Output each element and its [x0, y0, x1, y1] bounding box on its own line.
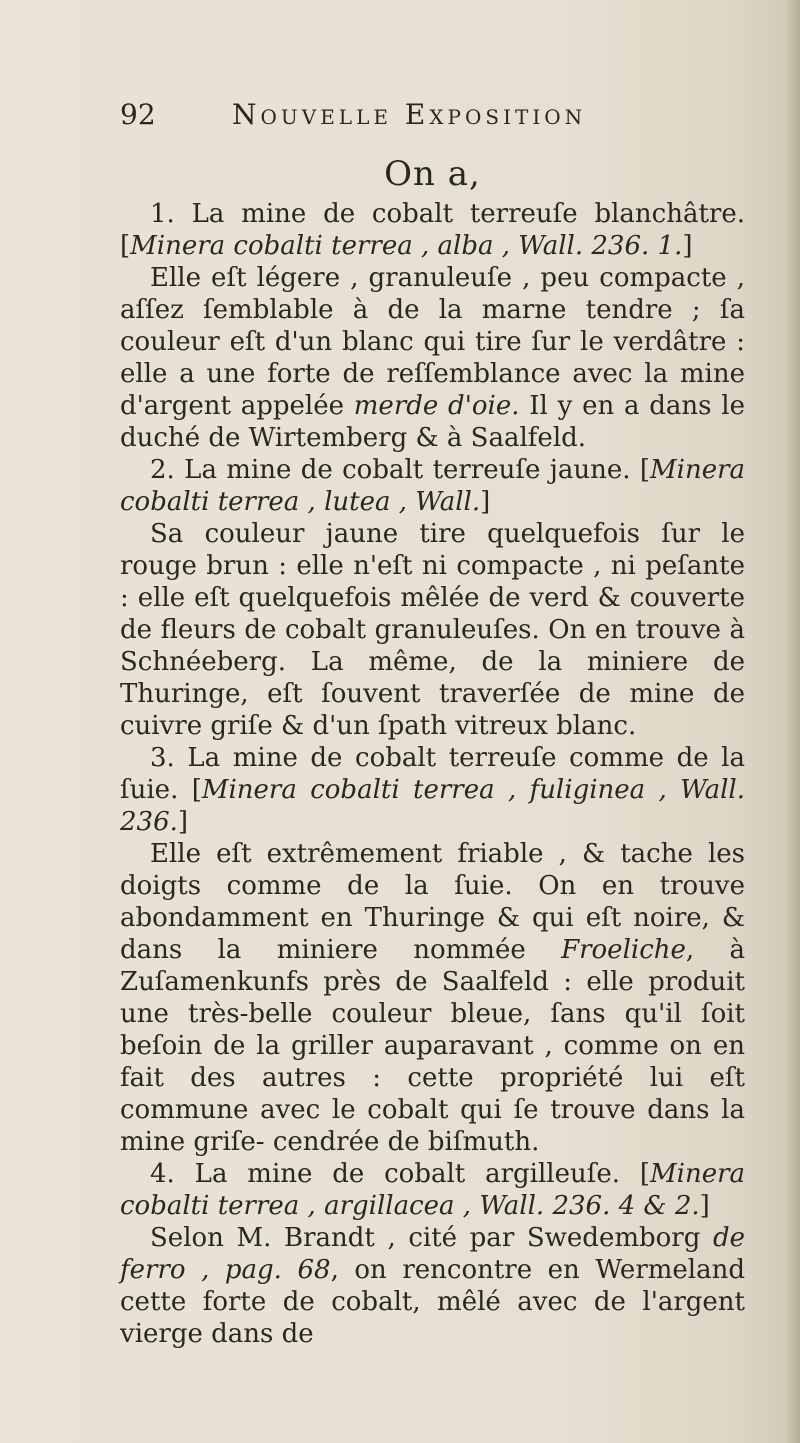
entry-1-number: 1.: [150, 199, 175, 229]
entry-3-bracket-close: ]: [177, 807, 189, 837]
entry-3-italic: Froeliche: [561, 935, 686, 965]
entry-3-latin: Minera cobalti terrea , fuliginea , Wall. 236.: [120, 775, 745, 837]
entry-2-text-a: Sa couleur jaune tire quelquefois ſur le rouge brun : elle n'eſt ni compacte , ni peſante : elle eſt quelquefois mêlée de verd & couverte de fleurs de cobalt granuleuſes. On en trouve à Schnéeberg. La même, de la miniere de Thuringe, eſt ſouvent traverſée de mine de cuivre griſe & d'un ſpath vitreux blanc.: [120, 519, 745, 741]
subheading: On a,: [384, 154, 481, 194]
entry-4-number: 4.: [150, 1159, 175, 1189]
entry-3-text-b: , à Zuſamenkunfs près de Saalfeld : elle produit une très-belle couleur bleue, ſans qu'il ſoit beſoin de la griller auparavant , comme on en fait des autres : cette propriété lui eſt commune avec le cobalt qui ſe trouve dans la mine griſe- cendrée de biſmuth.: [120, 935, 745, 1157]
entry-1-title: La mine de cobalt terreuſe blanchâtre.: [191, 199, 745, 229]
text-block: [120, 40, 745, 1350]
entry-2-heading: [120, 454, 745, 518]
entry-3-bracket-open: [: [191, 775, 202, 805]
entry-4-heading: [120, 1158, 745, 1222]
entry-4-title: La mine de cobalt argilleuſe.: [194, 1159, 621, 1189]
entry-4-bracket-close: ]: [699, 1191, 710, 1221]
running-title: Nouvelle Exposition: [232, 98, 587, 131]
entry-1-text-a: Elle eſt légere , granuleuſe , peu compacte , aſſez ſemblable à de la marne tendre ; ſa couleur eſt d'un blanc qui tire ſur le verdâtre : elle a une forte de reſſemblance avec la mine d'argent appelée: [120, 263, 745, 421]
entry-3-title: La mine de cobalt terreuſe comme de la ſuie.: [120, 743, 746, 805]
entry-1-body: [120, 262, 745, 454]
entry-1-heading: [120, 198, 745, 262]
entry-3-number: 3.: [150, 743, 175, 773]
entry-2-bracket-close: ]: [480, 487, 491, 517]
entry-2-latin: Minera cobalti terrea , lutea , Wall.: [120, 455, 746, 517]
page-header: [120, 98, 745, 162]
entry-4-bracket-open: [: [639, 1159, 651, 1189]
entry-4-italic: de ferro , pag. 68: [120, 1223, 745, 1285]
entry-2-bracket-open: [: [639, 455, 651, 485]
entry-3-text-a: Elle eſt extrêmement friable , & tache les doigts comme de la ſuie. On en trouve abondamment en Thuringe & qui eſt noire, & dans la miniere nommée: [120, 839, 745, 965]
entry-3-body: [120, 838, 745, 1158]
entry-3-heading: [120, 742, 745, 838]
page-number: 92: [120, 98, 156, 131]
entry-2-body: [120, 518, 745, 742]
entry-1-italic: merde d'oie.: [353, 391, 520, 421]
entry-4-text-b: , on rencontre en Wermeland cette forte de cobalt, mêlé avec de l'argent vierge dans de: [120, 1255, 745, 1349]
entry-4-latin: Minera cobalti terrea , argillacea , Wall. 236. 4 & 2.: [120, 1159, 746, 1221]
entry-2-number: 2.: [150, 455, 175, 485]
entry-4-body: [120, 1222, 745, 1350]
entry-4-text-a: Selon M. Brandt , cité par Swedemborg: [150, 1223, 701, 1253]
page-edge: [786, 0, 800, 1443]
entry-1-text-b: Il y en a dans le duché de Wirtemberg & à Saalfeld.: [120, 391, 746, 453]
entry-1-latin: Minera cobalti terrea , alba , Wall. 236. 1.: [130, 231, 683, 261]
entry-1-bracket-open: [: [120, 231, 131, 261]
entry-1-bracket-close: ]: [682, 231, 693, 261]
entry-2-title: La mine de cobalt terreuſe jaune.: [184, 455, 631, 485]
